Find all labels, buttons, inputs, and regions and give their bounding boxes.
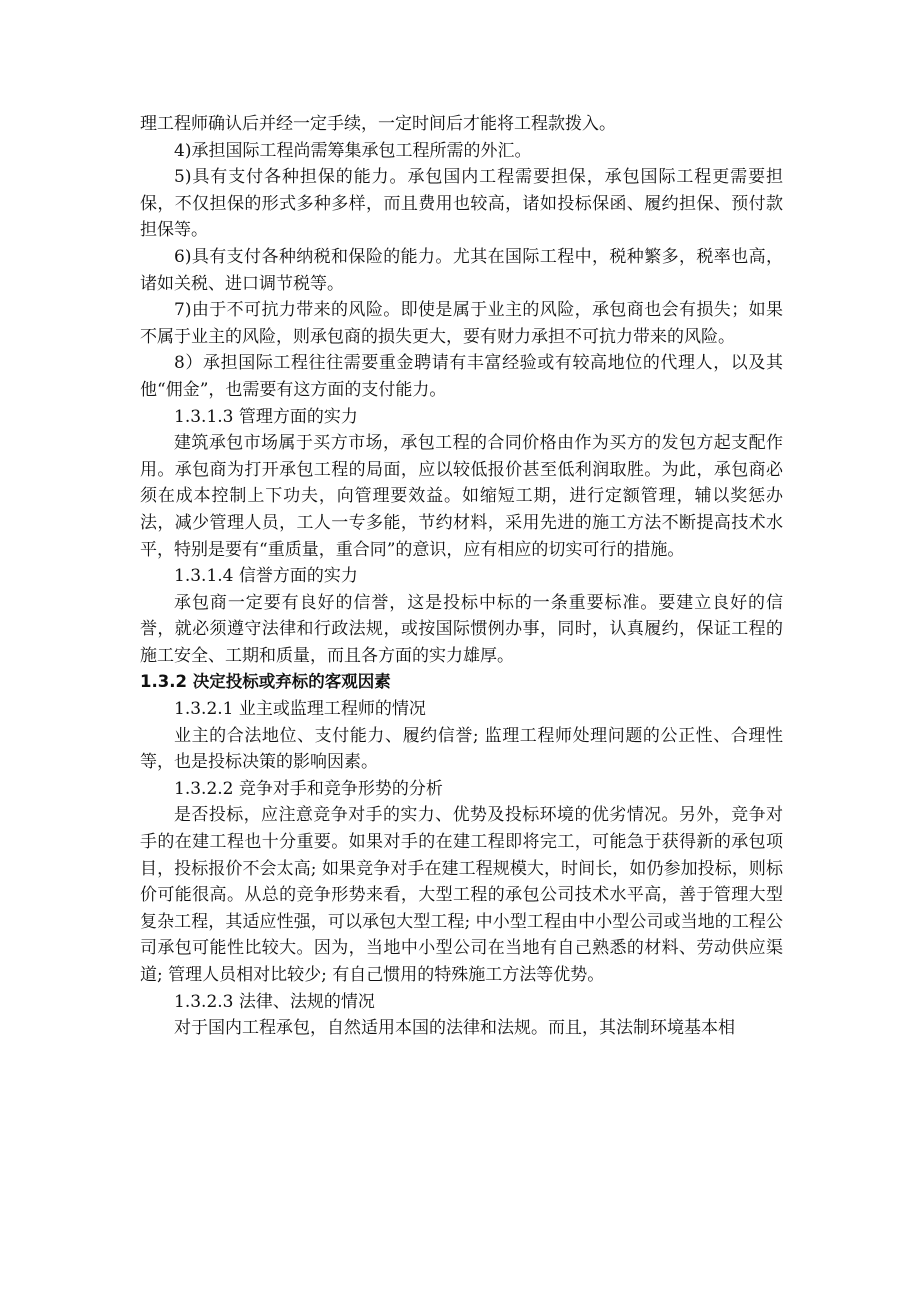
paragraph-owner: 业主的合法地位、支付能力、履约信誉; 监理工程师处理问题的公正性、合理性等，也是投标决策的影响因素。 bbox=[140, 725, 783, 773]
subheading-1-3-1-4: 1.3.1.4 信誉方面的实力 bbox=[174, 566, 358, 587]
paragraph-item-8: 8）承担国际工程往往需要重金聘请有丰富经验或有较高地位的代理人，以及其他“佣金”，也需要有这方面的支付能力。 bbox=[140, 353, 783, 400]
paragraph-law: 对于国内工程承包，自然适用本国的法律和法规。而且，其法制环境基本相 bbox=[174, 1018, 735, 1039]
section-heading-1-3-2: 1.3.2 决定投标或弃标的客观因素 bbox=[140, 672, 391, 692]
subheading-1-3-2-2: 1.3.2.2 竞争对手和竞争形势的分析 bbox=[174, 778, 443, 799]
paragraph-management: 建筑承包市场属于买方市场，承包工程的合同价格由作为买方的发包方起支配作用。承包商为打开承包工程的局面，应以较低报价甚至低利润取胜。为此，承包商必须在成本控制上下功夫，向管理要效益。如缩短工期，进行定额管理，辅以奖惩办法，减少管理人员，工人一专多能，节约材料，采用先进的施工方法不断提高技术水平，特别是要有“重质量，重合同”的意识，应有相应的切实可行的措施。 bbox=[140, 433, 783, 560]
paragraph-item-5: 5)具有支付各种担保的能力。承包国内工程需要担保，承包国际工程更需要担保，不仅担保的形式多种多样，而且费用也较高，诸如投标保函、履约担保、预付款担保等。 bbox=[140, 167, 783, 241]
subheading-1-3-2-3: 1.3.2.3 法律、法规的情况 bbox=[174, 991, 375, 1012]
paragraph-reputation: 承包商一定要有良好的信誉，这是投标中标的一条重要标准。要建立良好的信誉，就必须遵守法律和行政法规，或按国际惯例办事，同时，认真履约，保证工程的施工安全、工期和质量，而且各方面的实力雄厚。 bbox=[140, 592, 783, 666]
subheading-1-3-2-1: 1.3.2.1 业主或监理工程师的情况 bbox=[174, 699, 426, 720]
paragraph-item-6: 6)具有支付各种纳税和保险的能力。尤其在国际工程中，税种繁多，税率也高，诸如关税、进口调节税等。 bbox=[140, 246, 783, 294]
document-page bbox=[140, 111, 783, 1042]
paragraph-item-7: 7)由于不可抗力带来的风险。即使是属于业主的风险，承包商也会有损失；如果不属于业主的风险，则承包商的损失更大，要有财力承担不可抗力带来的风险。 bbox=[140, 300, 783, 347]
subheading-1-3-1-3: 1.3.1.3 管理方面的实力 bbox=[174, 406, 358, 427]
paragraph-item-4: 4)承担国际工程尚需筹集承包工程所需的外汇。 bbox=[174, 140, 532, 161]
paragraph-continuation: 理工程师确认后并经一定手续，一定时间后才能将工程款拨入。 bbox=[140, 114, 616, 134]
paragraph-competition: 是否投标，应注意竞争对手的实力、优势及投标环境的优劣情况。另外，竞争对手的在建工程也十分重要。如果对手的在建工程即将完工，可能急于获得新的承包项目，投标报价不会太高; 如果竞争对手在建工程规模大，时间长，如仍参加投标，则标价可能很高。从总的竞争形势来看，大型工程的承包公司技术水平高，善于管理大型复杂工程，其适应性强，可以承包大型工程; 中小型工程由中小型公司或当地的工程公司承包可能性比较大。因为，当地中小型公司在当地有自己熟悉的材料、劳动供应渠道; 管理人员相对比较少; 有自己惯用的特殊施工方法等优势。 bbox=[140, 805, 783, 985]
